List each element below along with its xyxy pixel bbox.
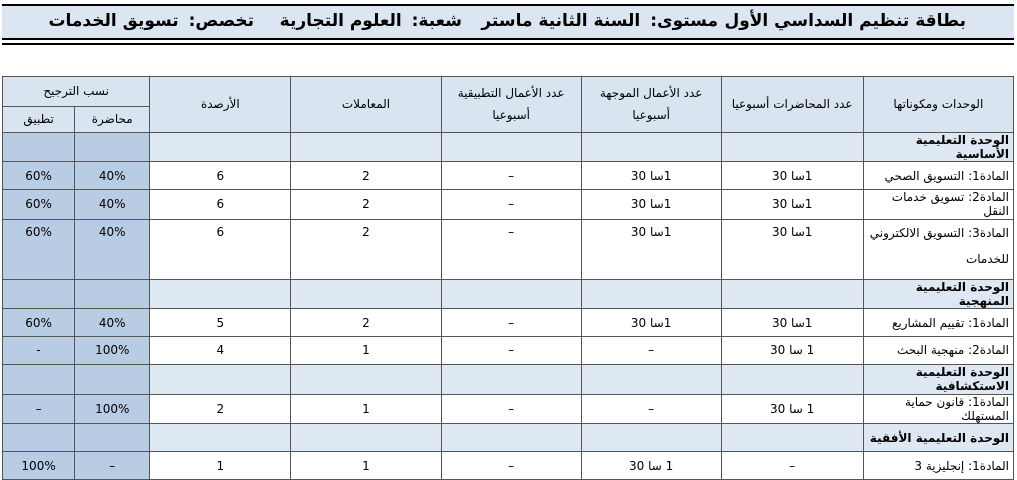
weight-lecture-cell: – [75,452,150,480]
col-weighting: نسب الترجيح [3,77,150,107]
coefficient-cell: 1 [291,452,441,480]
level-value: السنة الثانية ماستر [481,11,641,31]
unit-row-exploratory [3,364,1014,394]
weight-lecture-cell: 40% [75,162,150,190]
unit-row-transversal [3,424,1014,452]
weight-lecture-cell: 100% [75,337,150,365]
col-credits: الأرصدة [150,77,291,133]
specialty-label: تخصص: [188,11,254,31]
unit-title: الوحدة التعليمية الأفقية [863,424,1013,452]
weight-lecture-cell: 40% [75,190,150,220]
lectures-cell: 1سا 30 [721,309,863,337]
weight-practical-cell: 60% [3,309,75,337]
semester-table [2,76,1014,480]
col-weight-lecture: محاضرة [75,106,150,132]
weight-lecture-cell: 100% [75,394,150,424]
lectures-cell: – [721,452,863,480]
unit-row-fundamental [3,132,1014,162]
credits-cell: 1 [150,452,291,480]
col-directed-line2: أسبوعيا [632,108,670,123]
specialty-field [48,11,254,31]
subject-name: المادة1: تقييم المشاريع [863,309,1013,337]
coefficient-cell: 2 [291,162,441,190]
col-directed-line1: عدد الأعمال الموجهة [599,86,703,101]
col-directed [581,77,721,133]
subject-name: المادة1: التسويق الصحي [863,162,1013,190]
weight-practical-cell: 100% [3,452,75,480]
credits-cell: 6 [150,219,291,279]
practical-cell: – [441,309,581,337]
practical-cell: – [441,190,581,220]
practical-cell: – [441,337,581,365]
table-row [3,452,1014,480]
table-row [3,337,1014,365]
branch-value: العلوم التجارية [279,11,402,31]
table-row [3,309,1014,337]
credits-cell: 6 [150,162,291,190]
credits-cell: 4 [150,337,291,365]
lectures-cell: 1سا 30 [721,162,863,190]
card-title: بطاقة تنظيم السداسي الأول [724,11,966,31]
coefficient-cell: 1 [291,394,441,424]
coefficient-cell: 2 [291,219,441,279]
header-divider [2,43,1014,45]
level-field [481,11,718,31]
col-practical-line2: أسبوعيا [492,108,530,123]
weight-practical-cell: 60% [3,219,75,279]
table-row [3,394,1014,424]
credits-cell: 5 [150,309,291,337]
directed-cell: 1 سا 30 [581,452,721,480]
lectures-cell: 1سا 30 [721,190,863,220]
weight-practical-cell: - [3,337,75,365]
weight-practical-cell: 60% [3,190,75,220]
lectures-cell: 1 سا 30 [721,394,863,424]
practical-cell: – [441,219,581,279]
col-units: الوحدات ومكوناتها [863,77,1013,133]
coefficient-cell: 1 [291,337,441,365]
unit-title: الوحدة التعليمية الأساسية [863,132,1013,162]
page-header [2,4,1014,40]
level-label: مستوى: [650,11,718,31]
directed-cell: 1سا 30 [581,309,721,337]
practical-cell: – [441,394,581,424]
subject-name: المادة2: منهجية البحث [863,337,1013,365]
practical-cell: – [441,162,581,190]
subject-name: المادة1: إنجليزية 3 [863,452,1013,480]
col-practical-line1: عدد الأعمال التطبيقية [457,86,565,101]
credits-cell: 2 [150,394,291,424]
unit-row-methodology [3,279,1014,309]
subject-name-line2: للخدمات [965,251,1009,266]
weight-lecture-cell: 40% [75,219,150,279]
unit-title: الوحدة التعليمية الاستكشافية [863,364,1013,394]
table-row [3,219,1014,279]
subject-name-line1: المادة3: التسويق الالكتروني [869,225,1009,240]
directed-cell: 1سا 30 [581,219,721,279]
col-lectures: عدد المحاضرات أسبوعيا [721,77,863,133]
weight-practical-cell: 60% [3,162,75,190]
table-row [3,162,1014,190]
weight-practical-cell: – [3,394,75,424]
subject-name: المادة1: قانون حماية المستهلك [863,394,1013,424]
subject-name: المادة2: تسويق خدمات النقل [863,190,1013,220]
lectures-cell: 1 سا 30 [721,337,863,365]
credits-cell: 6 [150,190,291,220]
unit-title: الوحدة التعليمية المنهجية [863,279,1013,309]
col-practical [441,77,581,133]
practical-cell: – [441,452,581,480]
directed-cell: – [581,337,721,365]
directed-cell: 1سا 30 [581,162,721,190]
coefficient-cell: 2 [291,309,441,337]
branch-field [280,11,462,31]
subject-name [863,219,1013,279]
table-row [3,190,1014,220]
col-coefficients: المعاملات [291,77,441,133]
directed-cell: 1سا 30 [581,190,721,220]
col-weight-practical: تطبيق [3,106,75,132]
coefficient-cell: 2 [291,190,441,220]
specialty-value: تسويق الخدمات [48,11,179,31]
branch-label: شعبة: [411,11,462,31]
directed-cell: – [581,394,721,424]
lectures-cell: 1سا 30 [721,219,863,279]
weight-lecture-cell: 40% [75,309,150,337]
